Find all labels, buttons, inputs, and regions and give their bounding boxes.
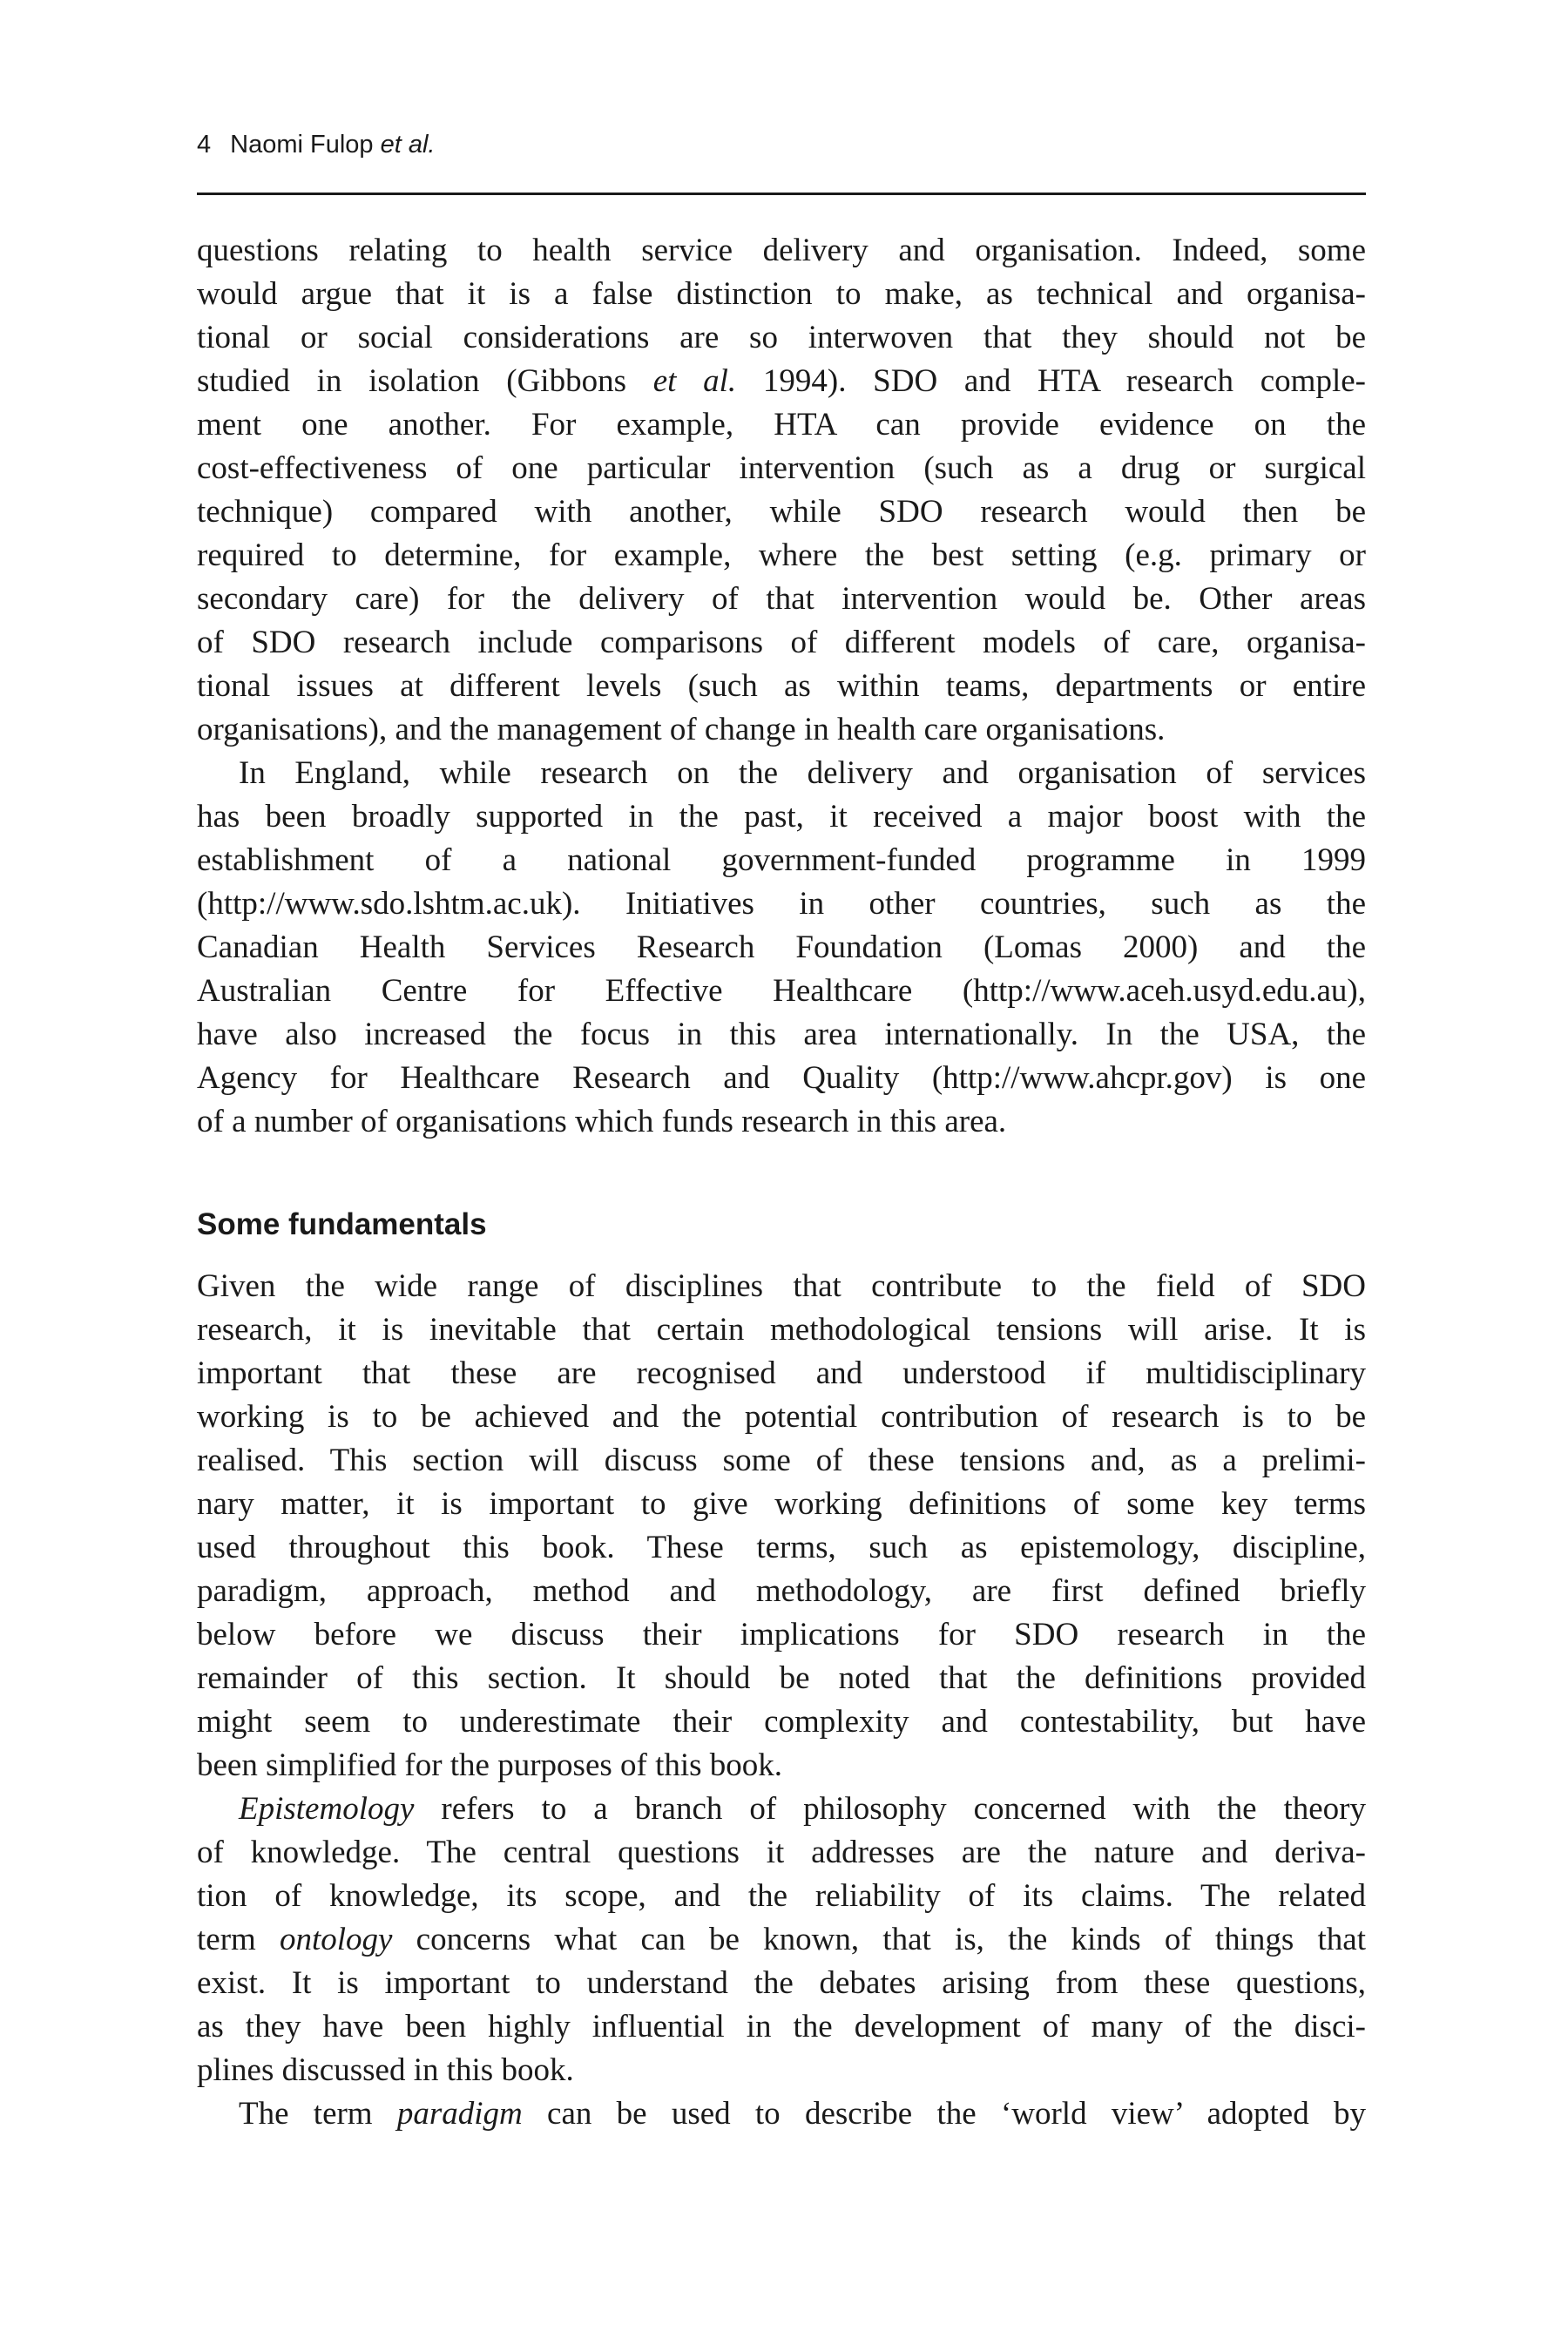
text-segment: exist. It is important to understand the debates arising from these questions, (197, 1965, 1366, 2001)
paragraph (197, 1788, 1366, 2092)
text-line (197, 621, 1366, 665)
text-segment: Australian Centre for Effective Healthcare (http://www.aceh.usyd.edu.au), (197, 973, 1366, 1009)
text-line (197, 1013, 1366, 1057)
text-segment: research, it is inevitable that certain methodological tensions will arise. It is (197, 1312, 1366, 1348)
text-segment: tion of knowledge, its scope, and the reliability of its claims. The related (197, 1878, 1366, 1914)
text-line (197, 970, 1366, 1013)
text-segment: Agency for Healthcare Research and Quality (http://www.ahcpr.gov) is one (197, 1060, 1366, 1096)
text-segment: tional or social considerations are so interwoven that they should not be (197, 320, 1366, 355)
text-segment: below before we discuss their implications for SDO research in the (197, 1617, 1366, 1652)
text-segment: Canadian Health Services Research Foundation (Lomas 2000) and the (197, 929, 1366, 965)
text-segment: (http://www.sdo.lshtm.ac.uk). Initiatives in other countries, such as the (197, 886, 1366, 922)
page-body (197, 229, 1366, 2136)
text-line (197, 1744, 1366, 1788)
page-number: 4 (197, 131, 212, 159)
text-segment: important that these are recognised and understood if multidisciplinary (197, 1355, 1366, 1391)
text-line (197, 708, 1366, 752)
text-line (197, 1657, 1366, 1700)
text-line (197, 1875, 1366, 1918)
text-segment: 1994). SDO and HTA research comple- (736, 363, 1366, 399)
text-line (197, 1526, 1366, 1570)
text-line (197, 1057, 1366, 1100)
text-line (197, 1570, 1366, 1613)
section-heading: Some fundamentals (197, 1207, 487, 1241)
paragraph (197, 1265, 1366, 1788)
text-line (197, 926, 1366, 970)
text-segment: organisations), and the management of change in health care organisations. (197, 712, 1166, 747)
text-line (197, 1100, 1366, 1144)
text-line (197, 1265, 1366, 1308)
paragraph (197, 229, 1366, 752)
text-line (197, 1396, 1366, 1439)
text-segment: required to determine, for example, where the best setting (e.g. primary or (197, 537, 1366, 573)
paragraph (197, 2092, 1366, 2136)
text-segment: of knowledge. The central questions it addresses are the nature and deriva- (197, 1835, 1366, 1870)
text-segment: remainder of this section. It should be noted that the definitions provided (197, 1660, 1366, 1696)
running-head-et-al: et al. (380, 131, 436, 159)
text-line (197, 795, 1366, 839)
text-segment: concerns what can be known, that is, the kinds of things that (392, 1922, 1366, 1957)
text-segment: technique) compared with another, while SDO research would then be (197, 494, 1366, 530)
text-line (197, 360, 1366, 403)
text-line (197, 1788, 1366, 1831)
text-line (197, 578, 1366, 621)
text-segment: might seem to underestimate their complexity and contestability, but have (197, 1704, 1366, 1740)
text-segment: The term (239, 2096, 397, 2132)
italic-term: Epistemology (239, 1791, 415, 1827)
text-segment: In England, while research on the delivery and organisation of services (239, 755, 1366, 791)
text-segment: paradigm, approach, method and methodology, are first defined briefly (197, 1573, 1366, 1609)
text-segment: nary matter, it is important to give working definitions of some key terms (197, 1486, 1366, 1522)
text-segment: would argue that it is a false distinction to make, as technical and organisa- (197, 276, 1366, 312)
running-head-author: Naomi Fulop (230, 131, 381, 159)
text-segment: plines discussed in this book. (197, 2052, 574, 2088)
italic-term: ontology (280, 1922, 393, 1957)
text-segment: ment one another. For example, HTA can provide evidence on the (197, 407, 1366, 443)
text-line (197, 1439, 1366, 1483)
text-segment: of a number of organisations which funds research in this area. (197, 1104, 1007, 1139)
paragraph (197, 752, 1366, 1144)
text-segment: realised. This section will discuss some of these tensions and, as a prelimi- (197, 1443, 1366, 1478)
text-line (197, 1831, 1366, 1875)
text-segment: can be used to describe the ‘world view’ adopted by (522, 2096, 1366, 2132)
text-line (197, 447, 1366, 490)
text-segment: questions relating to health service delivery and organisation. Indeed, some (197, 233, 1366, 268)
text-line (197, 490, 1366, 534)
text-segment: have also increased the focus in this area internationally. In the USA, the (197, 1017, 1366, 1052)
text-line (197, 1613, 1366, 1657)
text-line (197, 1308, 1366, 1352)
text-line (197, 273, 1366, 316)
text-line (197, 839, 1366, 882)
text-line (197, 2005, 1366, 2049)
text-segment: working is to be achieved and the potential contribution of research is to be (197, 1399, 1366, 1435)
text-line (197, 665, 1366, 708)
text-segment: been simplified for the purposes of this book. (197, 1747, 783, 1783)
text-line (197, 1352, 1366, 1396)
running-head (197, 131, 435, 159)
text-line (197, 2092, 1366, 2136)
text-line (197, 752, 1366, 795)
text-line (197, 403, 1366, 447)
text-segment: Given the wide range of disciplines that contribute to the field of SDO (197, 1268, 1366, 1304)
text-segment: used throughout this book. These terms, such as epistemology, discipline, (197, 1530, 1366, 1565)
text-line (197, 229, 1366, 273)
text-segment: refers to a branch of philosophy concerned with the theory (414, 1791, 1366, 1827)
text-segment: as they have been highly influential in the development of many of the disci- (197, 2009, 1366, 2044)
italic-term: et al. (652, 363, 737, 399)
text-segment: cost-effectiveness of one particular intervention (such as a drug or surgical (197, 450, 1366, 486)
text-line (197, 1962, 1366, 2005)
text-segment: has been broadly supported in the past, it received a major boost with the (197, 799, 1366, 835)
text-segment: tional issues at different levels (such as within teams, departments or entire (197, 668, 1366, 704)
text-line (197, 1700, 1366, 1744)
text-segment: studied in isolation (Gibbons (197, 363, 653, 399)
text-line (197, 882, 1366, 926)
text-line (197, 1483, 1366, 1526)
text-line (197, 2049, 1366, 2092)
text-line (197, 1918, 1366, 1962)
header-rule (197, 193, 1366, 195)
italic-term: paradigm (396, 2096, 523, 2132)
text-line (197, 316, 1366, 360)
text-segment: secondary care) for the delivery of that intervention would be. Other areas (197, 581, 1366, 617)
text-segment: establishment of a national government-funded programme in 1999 (197, 842, 1366, 878)
text-segment: of SDO research include comparisons of different models of care, organisa- (197, 625, 1366, 660)
text-line (197, 534, 1366, 578)
text-segment: term (197, 1922, 280, 1957)
